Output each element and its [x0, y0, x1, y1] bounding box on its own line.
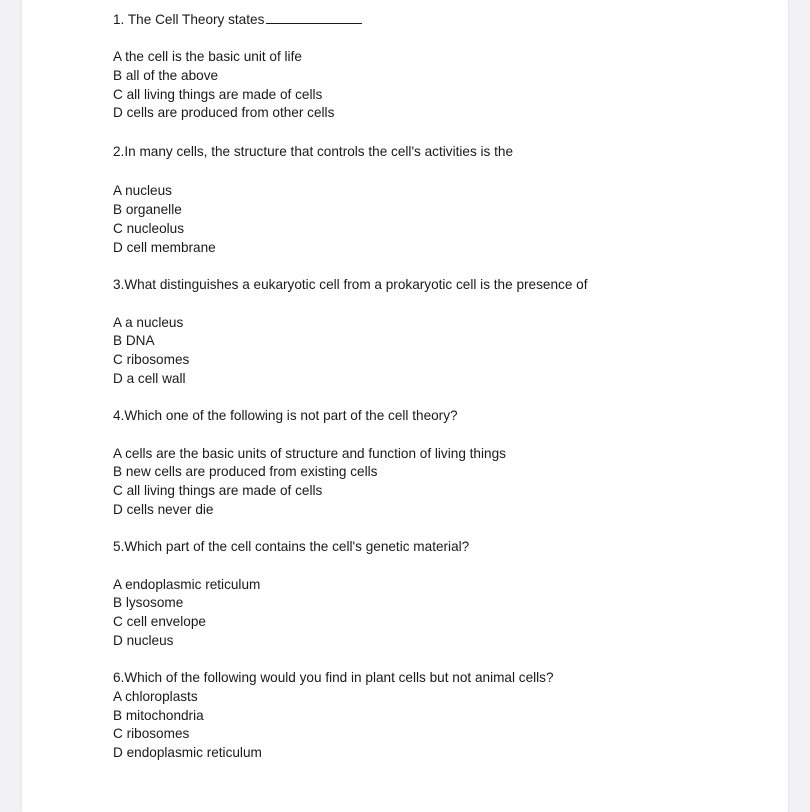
question-1-option-a: A the cell is the basic unit of life [113, 49, 302, 64]
question-4-option-a: A cells are the basic units of structure and function of living things [113, 446, 506, 461]
question-6-option-c: C ribosomes [113, 726, 190, 741]
question-5-option-a: A endoplasmic reticulum [113, 577, 261, 592]
question-6-option-b: B mitochondria [113, 708, 204, 723]
question-5-option-c: C cell envelope [113, 614, 206, 629]
question-1-option-d: D cells are produced from other cells [113, 105, 335, 120]
question-3-option-c: C ribosomes [113, 352, 190, 367]
question-1-option-c: C all living things are made of cells [113, 87, 323, 102]
answer-blank [266, 11, 362, 24]
question-3-option-a: A a nucleus [113, 315, 184, 330]
question-5-option-b: B lysosome [113, 595, 184, 610]
question-3-option-b: B DNA [113, 333, 155, 348]
question-2-option-d: D cell membrane [113, 240, 216, 255]
question-6-prompt: 6.Which of the following would you find in plant cells but not animal cells? [113, 670, 554, 685]
question-6-option-d: D endoplasmic reticulum [113, 745, 262, 760]
question-4-prompt: 4.Which one of the following is not part of the cell theory? [113, 408, 458, 423]
question-4-option-c: C all living things are made of cells [113, 483, 323, 498]
question-5-option-d: D nucleus [113, 633, 174, 648]
question-1-prompt: 1. The Cell Theory states [113, 11, 362, 29]
question-1-option-b: B all of the above [113, 68, 219, 83]
question-2-option-a: A nucleus [113, 183, 172, 198]
question-5-prompt: 5.Which part of the cell contains the cell's genetic material? [113, 539, 470, 554]
question-2-option-b: B organelle [113, 202, 182, 217]
question-6-option-a: A chloroplasts [113, 689, 198, 704]
question-4-option-d: D cells never die [113, 502, 214, 517]
question-2-prompt: 2.In many cells, the structure that controls the cell's activities is the [113, 144, 514, 159]
question-4-option-b: B new cells are produced from existing cells [113, 464, 378, 479]
question-2-option-c: C nucleolus [113, 221, 185, 236]
question-3-prompt: 3.What distinguishes a eukaryotic cell from a prokaryotic cell is the presence of [113, 277, 588, 292]
question-3-option-d: D a cell wall [113, 371, 186, 386]
